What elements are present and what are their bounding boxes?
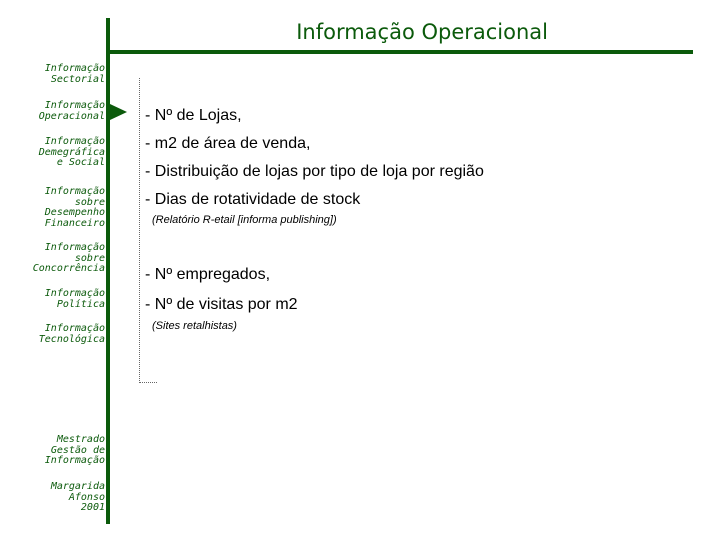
content-item: - Dias de rotatividade de stock xyxy=(145,191,361,208)
source-note: (Sites retalhistas) xyxy=(152,320,237,332)
sidebar-item-operacional[interactable]: Informação Operacional xyxy=(38,100,105,122)
footer-author: Margarida Afonso 2001 xyxy=(50,481,105,513)
content-item: - Nº empregados, xyxy=(145,266,271,283)
sidebar-item-sectorial[interactable]: Informação Sectorial xyxy=(44,63,105,85)
content-item: - m2 de área de venda, xyxy=(145,135,311,152)
dotted-guide-vertical xyxy=(139,78,140,383)
content-item: - Distribuição de lojas por tipo de loja por região xyxy=(145,163,484,180)
title-underline xyxy=(108,50,693,54)
dotted-guide-horizontal xyxy=(139,382,157,383)
source-note: (Relatório R-etail [informa publishing]) xyxy=(152,214,337,226)
sidebar-divider xyxy=(106,18,110,524)
content-item: - Nº de Lojas, xyxy=(145,107,242,124)
sidebar-item-concorrencia[interactable]: Informação sobre Concorrência xyxy=(32,242,105,274)
current-section-arrow-icon xyxy=(110,104,127,120)
sidebar-item-demografica[interactable]: Informação Demegráfica e Social xyxy=(38,136,105,168)
sidebar-item-desempenho-financeiro[interactable]: Informação sobre Desempenho Financeiro xyxy=(44,186,105,229)
sidebar-item-politica[interactable]: Informação Política xyxy=(44,288,105,310)
footer-course: Mestrado Gestão de Informação xyxy=(44,434,105,466)
page-title: Informação Operacional xyxy=(296,20,548,44)
sidebar-item-tecnologica[interactable]: Informação Tecnológica xyxy=(38,323,105,345)
content-item: - Nº de visitas por m2 xyxy=(145,296,298,313)
